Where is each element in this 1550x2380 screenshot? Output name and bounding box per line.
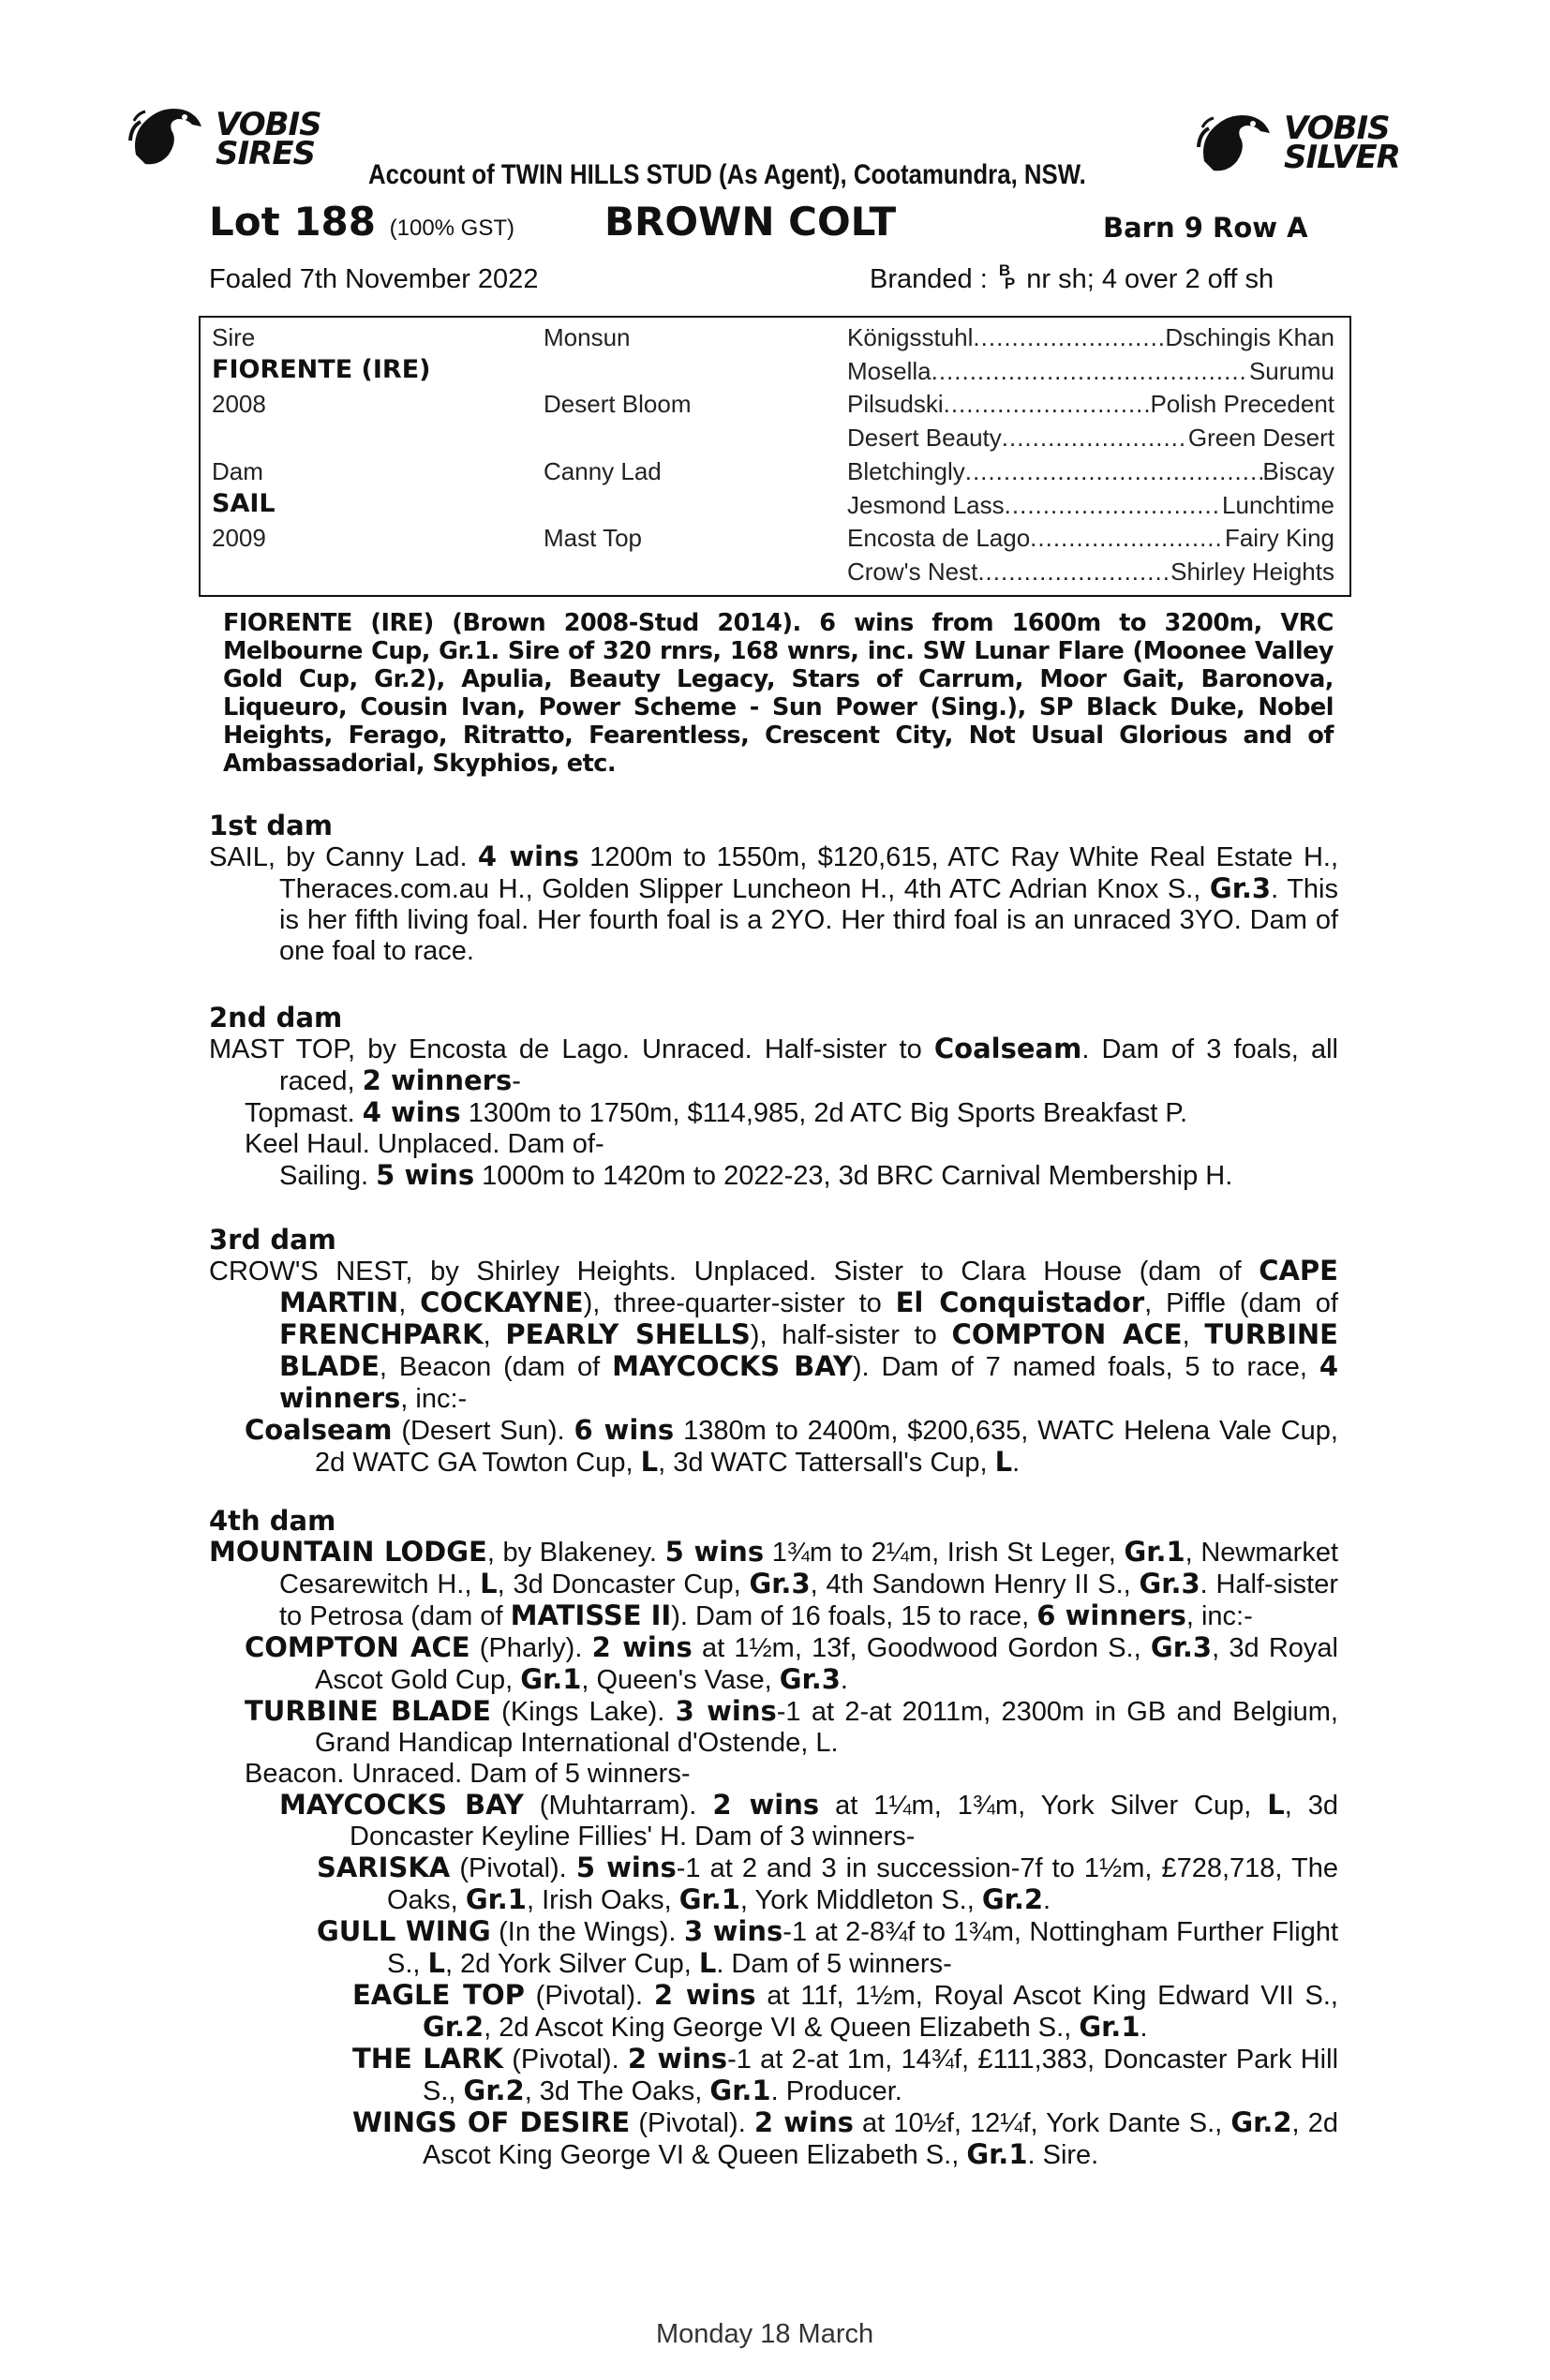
lot-label: Lot 188 xyxy=(209,199,376,245)
barn-location: Barn 9 Row A xyxy=(1103,212,1308,244)
fourth-dam-gggprogeny-1: EAGLE TOP (Pivotal). 2 wins at 11f, 1½m, Royal Ascot King Edward VII S., Gr.2, 2d Ascot King George VI & Queen Elizabeth S., Gr.1. xyxy=(352,1979,1338,2043)
vobis-sires-horse-logo xyxy=(127,98,211,173)
fourth-dam-heading: 4th dam xyxy=(209,1505,336,1537)
fourth-dam-grandprogeny-1: MAYCOCKS BAY (Muhtarram). 2 wins at 1¼m, 1¾m, York Silver Cup, L, 3d Doncaster Keyline Fillies' H. Dam of 3 winners- xyxy=(279,1789,1339,1852)
second-dam-grandprogeny-1: Sailing. 5 wins 1000m to 1420m to 2022-23, 3d BRC Carnival Membership H. xyxy=(279,1159,1233,1191)
fourth-dam-progeny-2: TURBINE BLADE (Kings Lake). 3 wins-1 at 2-at 2011m, 2300m in GB and Belgium, Grand Handicap International d'Ostende, L. xyxy=(245,1695,1338,1758)
third-dam-progeny-1: Coalseam (Desert Sun). 6 wins 1380m to 2400m, $200,635, WATC Helena Vale Cup, 2d WATC GA Towton Cup, L, 3d WATC Tattersall's Cup, L. xyxy=(245,1414,1338,1478)
branded-details: nr sh; 4 over 2 off sh xyxy=(1026,264,1274,294)
dam-year: 2009 xyxy=(212,524,266,552)
fourth-dam-ggprogeny-2: GULL WING (In the Wings). 3 wins-1 at 2-8¾f to 1¾m, Nottingham Further Flight S., L, 2d York Silver Cup, L. Dam of 5 winners- xyxy=(317,1915,1339,1979)
third-dam-section xyxy=(209,1225,1338,1479)
third-dam-text: CROW'S NEST, by Shirley Heights. Unplaced. Sister to Clara House (dam of CAPE MARTIN, COCKAYNE), three-quarter-sister to El Conquistador, Piffle (dam of FRENCHPARK, PEARLY SHELLS), half-sister to COMPTON ACE, TURBINE BLADE, Beacon (dam of MAYCOCKS BAY). Dam of 7 named foals, 5 to race, 4 winners, inc:- xyxy=(209,1255,1338,1414)
grandsire-4: Mast Top xyxy=(544,524,643,552)
grandsire-1: Monsun xyxy=(544,323,631,351)
vobis-sires-logo-text: VOBIS SIRES xyxy=(216,106,321,172)
vendor-account: Account of TWIN HILLS STUD (As Agent), Cootamundra, NSW. xyxy=(368,159,1086,190)
sale-day-footer: Monday 18 March xyxy=(656,2319,874,2349)
fourth-dam-progeny-1: COMPTON ACE (Pharly). 2 wins at 1½m, 13f, Goodwood Gordon S., Gr.3, 3d Royal Ascot Gold Cup, Gr.1, Queen's Vase, Gr.3. xyxy=(245,1631,1339,1695)
grandsire-3: Canny Lad xyxy=(544,457,662,485)
fourth-dam-gggprogeny-3: WINGS OF DESIRE (Pivotal). 2 wins at 10½f, 12¼f, York Dante S., Gr.2, 2d Ascot King George VI & Queen Elizabeth S., Gr.1. Sire. xyxy=(352,2106,1338,2170)
sire-label: Sire xyxy=(212,323,256,351)
first-dam-text: SAIL, by Canny Lad. 4 wins 1200m to 1550m, $120,615, ATC Ray White Real Estate H., Theraces.com.au H., Golden Slipper Luncheon H., 4th ATC Adrian Knox S., Gr.3. This is her fifth living foal. Her fourth foal is a 2YO. Her third foal is an unraced 3YO. Dam of one foal to race. xyxy=(209,840,1339,966)
vobis-silver-logo-text: VOBIS SILVER xyxy=(1284,110,1400,176)
second-dam-heading: 2nd dam xyxy=(209,1002,343,1034)
fourth-dam-ggprogeny-1: SARISKA (Pivotal). 5 wins-1 at 2 and 3 in succession-7f to 1½m, £728,718, The Oaks, Gr.1, Irish Oaks, Gr.1, York Middleton S., Gr.2. xyxy=(317,1852,1338,1915)
great-grandparent-7: Encosta de Lago ..... Fairy King xyxy=(847,524,1334,553)
second-dam-section xyxy=(209,1003,1338,1192)
branded-label: Branded : xyxy=(870,264,988,294)
horse-description: BROWN COLT xyxy=(604,199,897,245)
fourth-dam-section xyxy=(209,1506,1338,2171)
pedigree-table xyxy=(199,316,1351,597)
lot-number xyxy=(209,199,514,245)
first-dam-section xyxy=(209,811,1338,967)
fourth-dam-progeny-3: Beacon. Unraced. Dam of 5 winners- xyxy=(245,1759,691,1789)
great-grandparent-5: Bletchingly ..... Biscay xyxy=(847,457,1334,486)
great-grandparent-1: Königsstuhl ..... Dschingis Khan xyxy=(847,323,1334,352)
great-grandparent-3: Pilsudski ..... Polish Precedent xyxy=(847,390,1334,419)
brand-mark-icon: B P xyxy=(998,261,1016,292)
first-dam-heading: 1st dam xyxy=(209,810,333,841)
dam-name: SAIL xyxy=(212,489,276,518)
sire-year: 2008 xyxy=(212,390,266,418)
grandsire-2: Desert Bloom xyxy=(544,390,692,418)
branded-info xyxy=(870,261,1274,295)
sire-name: FIORENTE (IRE) xyxy=(212,355,431,384)
foaled-date: Foaled 7th November 2022 xyxy=(209,264,539,294)
fourth-dam-text: MOUNTAIN LODGE, by Blakeney. 5 wins 1¾m to 2¼m, Irish St Leger, Gr.1, Newmarket Cesarewitch H., L, 3d Doncaster Cup, Gr.3, 4th Sandown Henry II S., Gr.3. Half-sister to Petrosa (dam of MATISSE II). Dam of 16 foals, 15 to race, 6 winners, inc:- xyxy=(209,1536,1338,1631)
great-grandparent-2: Mosella ..... Surumu xyxy=(847,357,1334,386)
dam-label: Dam xyxy=(212,457,263,485)
fourth-dam-gggprogeny-2: THE LARK (Pivotal). 2 wins-1 at 2-at 1m, 14¾f, £111,383, Doncaster Park Hill S., Gr.2, 3d The Oaks, Gr.1. Producer. xyxy=(352,2043,1339,2106)
second-dam-progeny-1: Topmast. 4 wins 1300m to 1750m, $114,985, 2d ATC Big Sports Breakfast P. xyxy=(245,1096,1188,1128)
great-grandparent-4: Desert Beauty ..... Green Desert xyxy=(847,424,1334,453)
second-dam-text: MAST TOP, by Encosta de Lago. Unraced. Half-sister to Coalseam. Dam of 3 foals, all raced, 2 winners- xyxy=(209,1033,1339,1096)
great-grandparent-6: Jesmond Lass ..... Lunchtime xyxy=(847,491,1334,520)
great-grandparent-8: Crow's Nest ..... Shirley Heights xyxy=(847,558,1334,587)
vobis-silver-horse-logo xyxy=(1195,105,1279,180)
sire-summary: FIORENTE (IRE) (Brown 2008-Stud 2014). 6 wins from 1600m to 3200m, VRC Melbourne Cup, Gr.1. Sire of 320 rnrs, 168 wnrs, inc. SW Lunar Flare (Moonee Valley Gold Cup, Gr.2), Apulia, Beauty Legacy, Stars of Carrum, Moor Gait, Baronova, Liqueuro, Cousin Ivan, Power Scheme - Sun Power (Sing.), SP Black Duke, Nobel Heights, Ferago, Ritratto, Fearentless, Crescent City, Not Usual Glorious and of Ambassadorial, Skyphios, etc. xyxy=(223,609,1334,778)
second-dam-progeny-2: Keel Haul. Unplaced. Dam of- xyxy=(245,1129,604,1159)
gst-note: (100% GST) xyxy=(389,216,514,241)
third-dam-heading: 3rd dam xyxy=(209,1224,336,1256)
